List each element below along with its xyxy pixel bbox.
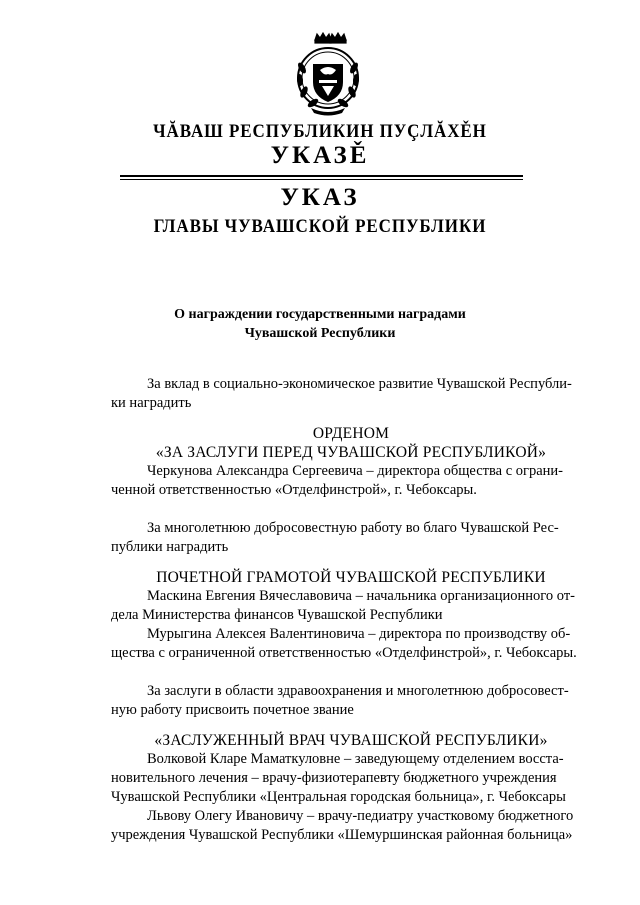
section3-intro-line2: ную работу присвоить почетное звание [111,702,354,718]
section3-person1-line1: Волковой Кларе Маматкуловне – заведующему отделением восста- [147,751,564,767]
chuvash-decree-word: УКАЗĚ [270,142,370,169]
issuer-title: ГЛАВЫ ЧУВАШСКОЙ РЕСПУБЛИКИ [153,217,487,237]
decree-title: УКАЗ [280,184,360,211]
section1-award-line1: ОРДЕНОМ [312,425,390,442]
section2-intro-line1: За многолетнюю добросовестную работу во благо Чувашской Рес- [147,520,559,536]
section3-person1-line2: новительного лечения – врачу-физиотерапевту бюджетного учреждения [111,770,557,786]
section2-person2-line1: Мурыгина Алексея Валентиновича – директора по производству об- [147,626,571,642]
section1-intro-line2: ки наградить [111,395,192,411]
section1-intro-line1: За вклад в социально-экономическое развитие Чувашской Республи- [147,376,572,392]
header-divider-thin [120,179,523,180]
section3-intro-line1: За заслуги в области здравоохранения и многолетнюю добросовест- [147,683,569,699]
section2-award: ПОЧЕТНОЙ ГРАМОТОЙ ЧУВАШСКОЙ РЕСПУБЛИКИ [156,569,546,586]
subject-line-1: О награждении государственными наградами [174,307,466,322]
section3-award: «ЗАСЛУЖЕННЫЙ ВРАЧ ЧУВАШСКОЙ РЕСПУБЛИКИ» [154,732,548,749]
coat-of-arms-icon [293,28,363,116]
section3-person2-line2: учреждения Чувашской Республики «Шемуршинская районная больница» [111,827,573,843]
section1-person1-line2: ченной ответственностью «Отделфинстрой», г. Чебоксары. [111,482,477,498]
chuvash-header-title: ЧĂВАШ РЕСПУБЛИКИН ПУÇЛĂХĚН [153,122,487,142]
section2-person2-line2: щества с ограниченной ответственностью «Отделфинстрой», г. Чебоксары. [111,645,577,661]
decree-body [111,375,591,845]
subject-line-2: Чувашской Республики [244,326,396,341]
section3-person2-line1: Львову Олегу Ивановичу – врачу-педиатру участковому бюджетного [147,808,574,824]
section2-person1-line2: дела Министерства финансов Чувашской Республики [111,607,443,623]
section2-person1-line1: Маскина Евгения Вячеславовича – начальника организационного от- [147,588,575,604]
section1-award-line2: «ЗА ЗАСЛУГИ ПЕРЕД ЧУВАШСКОЙ РЕСПУБЛИКОЙ» [155,444,547,461]
decree-subject [0,305,640,343]
header-divider-thick [120,175,523,177]
section2-intro-line2: публики наградить [111,539,229,555]
section1-person1-line1: Черкунова Александра Сергеевича – директора общества с ограни- [147,463,563,479]
section3-person1-line3: Чувашской Республики «Центральная городская больница», г. Чебоксары [111,789,566,805]
